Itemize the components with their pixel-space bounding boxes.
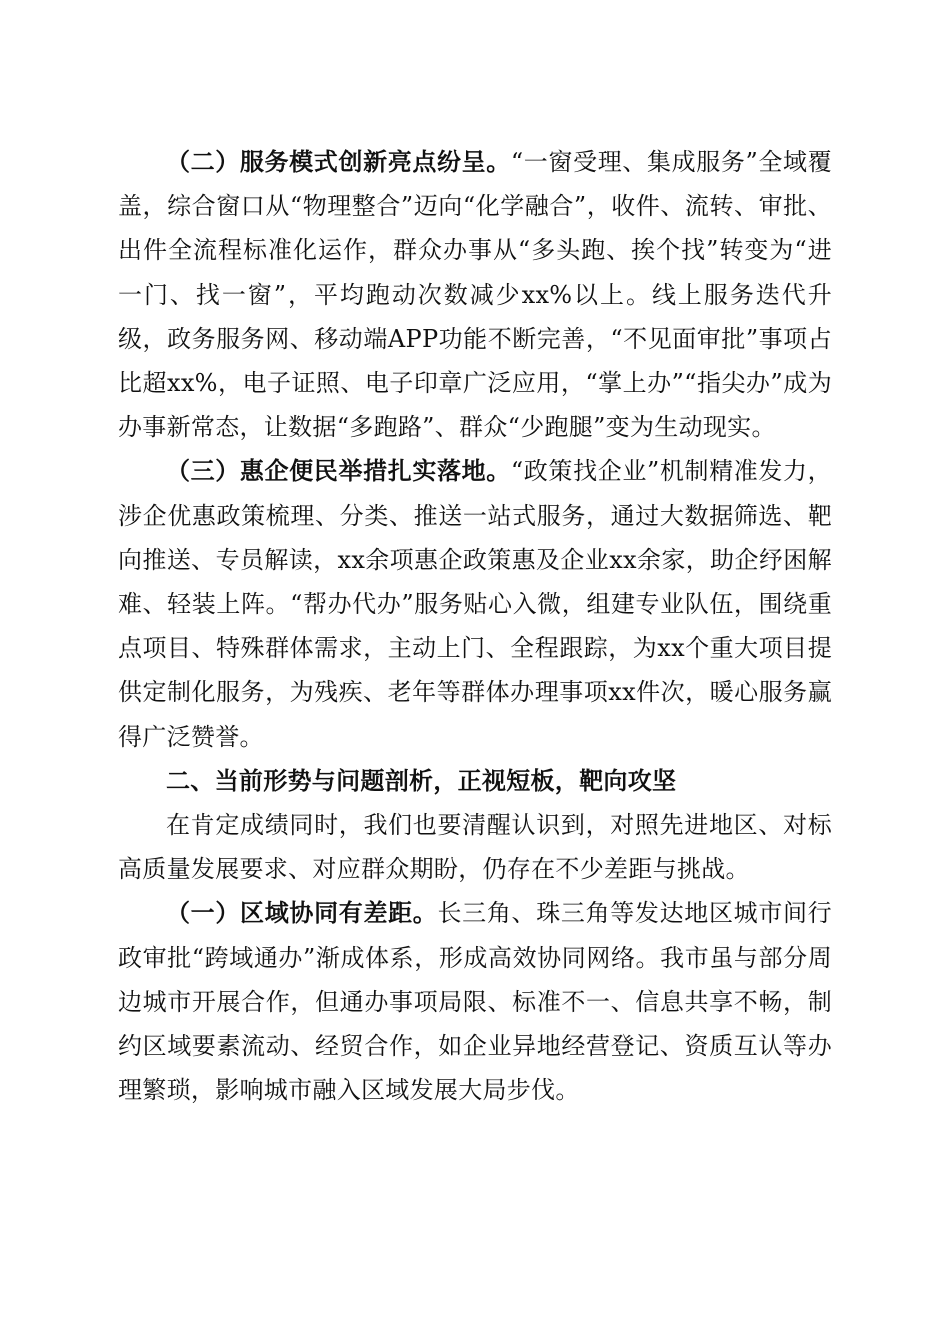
paragraph-intro: 在肯定成绩同时，我们也要清醒认识到，对照先进地区、对标高质量发展要求、对应群众期盼，仍存在不少差距与挑战。 <box>118 811 832 884</box>
paragraph-body: “一窗受理、集成服务”全域覆盖，综合窗口从“物理整合”迈向“化学融合”，收件、流转、审批、出件全流程标准化运作，群众办事从“多头跑、挨个找”转变为“进一门、找一窗”，平均跑动次数减少xx%以上。线上服务迭代升级，政务服务网、移动端APP功能不断完善，“不见面审批”事项占比超xx%，电子证照、电子印章广泛应用，“掌上办”“指尖办”成为办事新常态，让数据“多跑路”、群众“少跑腿”变为生动现实。 <box>118 148 832 442</box>
paragraph-lead: （一）区域协同有差距。 <box>166 899 438 928</box>
document-page <box>118 140 832 1112</box>
paragraph-lead: （二）服务模式创新亮点纷呈。 <box>166 148 511 176</box>
paragraph-body: 长三角、珠三角等发达地区城市间行政审批“跨域通办”渐成体系，形成高效协同网络。我市虽与部分周边城市开展合作，但通办事项局限、标准不一、信息共享不畅，制约区域要素流动、经贸合作，如企业异地经营登记、资质互认等办理繁琐，影响城市融入区域发展大局步伐。 <box>118 899 832 1105</box>
paragraph-enterprise-measures <box>118 449 832 758</box>
paragraph-lead: （三）惠企便民举措扎实落地。 <box>166 457 511 486</box>
paragraph-regional-gap <box>118 891 832 1112</box>
paragraph-body: “政策找企业”机制精准发力，涉企优惠政策梳理、分类、推送一站式服务，通过大数据筛选、靶向推送、专员解读，xx余项惠企政策惠及企业xx余家，助企纾困解难、轻装上阵。“帮办代办”服务贴心入微，组建专业队伍，围绕重点项目、特殊群体需求，主动上门、全程跟踪，为xx个重大项目提供定制化服务，为残疾、老年等群体办理事项xx件次，暖心服务赢得广泛赞誉。 <box>118 457 832 751</box>
section-heading: 二、当前形势与问题剖析，正视短板，靶向攻坚 <box>166 766 677 795</box>
paragraph-service-mode <box>118 140 832 449</box>
